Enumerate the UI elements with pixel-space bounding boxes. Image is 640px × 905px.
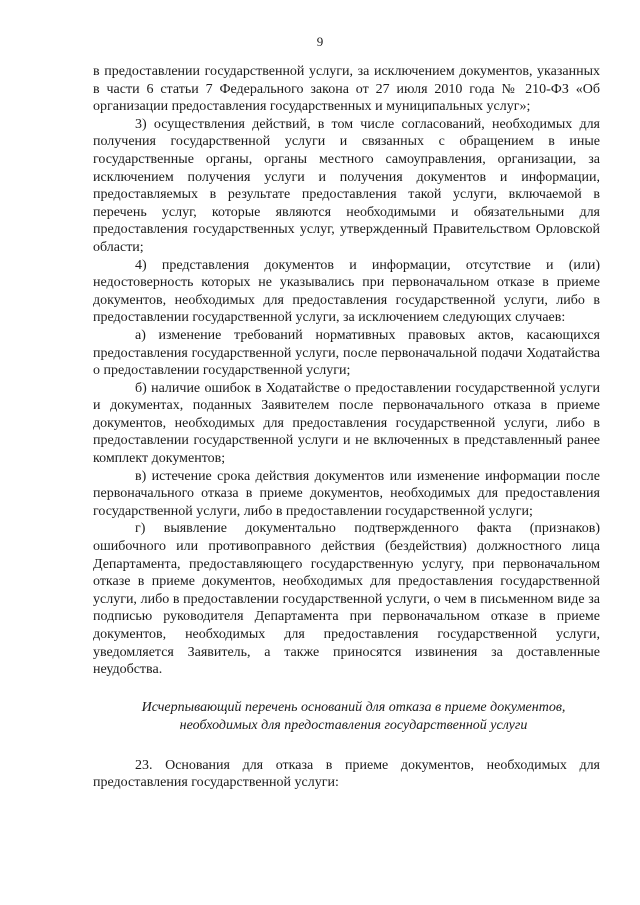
- paragraph-item-4v: в) истечение срока действия документов или изменение информации после первоначального отказа в приеме документов, необходимых для предоставления государственной услуги, либо в предоставлении государственной услуги;: [93, 468, 600, 519]
- page-number: 9: [316, 34, 324, 49]
- paragraph-item-4g: г) выявление документально подтвержденного факта (признаков) ошибочного или противоправного действия (бездействия) должностного лица Департамента, предоставляющего государственную услугу, при первоначальном отказе в приеме документов, необходимых для предоставления государственной услуги, либо в предоставлении государственной услуги, о чем в письменном виде за подписью руководителя Департамента при первоначальном отказе в приеме документов, необходимых для предоставления государственной услуги, уведомляется Заявитель, а также приносятся извинения за доставленные неудобства.: [93, 521, 600, 678]
- paragraph-item-4b: б) наличие ошибок в Ходатайстве о предоставлении государственной услуги и документах, поданных Заявителем после первоначального отказа в приеме документов, необходимых для предоставления государственной услуги, либо в предоставлении государственной услуги и не включенных в представленный ранее комплект документов;: [93, 380, 600, 467]
- paragraph-item-3: 3) осуществления действий, в том числе согласований, необходимых для получения государственной услуги и связанных с обращением в иные государственные органы, органы местного самоуправления, организации, за исключением получения услуги и получения документов и информации, предоставляемых в результате предоставления такой услуги, включаемой в перечень услуг, которые являются необходимыми и обязательными для предоставления государственных услуг, утвержденный Правительством Орловской области;: [93, 116, 600, 255]
- paragraph-continuation: в предоставлении государственной услуги, за исключением документов, указанных в части 6 статьи 7 Федерального закона от 27 июля 2010 года № 210-ФЗ «Об организации предоставления государственных и муниципальных услуг»;: [93, 64, 600, 115]
- section-heading: [93, 699, 600, 735]
- section-heading-line-1: Исчерпывающий перечень оснований для отказа в приеме документов,: [141, 699, 566, 715]
- paragraph-item-4: 4) представления документов и информации, отсутствие и (или) недостоверность которых не указывались при первоначальном отказе в приеме документов, необходимых для предоставления государственной услуги, либо в предоставлении государственной услуги, за исключением следующих случаев:: [93, 257, 600, 326]
- section-heading-line-2: необходимых для предоставления государственной услуги: [179, 717, 528, 733]
- paragraph-item-4a: а) изменение требований нормативных правовых актов, касающихся предоставления государственной услуги, после первоначальной подачи Ходатайства о предоставлении государственной услуги;: [93, 327, 600, 379]
- paragraph-clause-23: 23. Основания для отказа в приеме документов, необходимых для предоставления государственной услуги:: [93, 757, 600, 791]
- document-body: [93, 63, 600, 792]
